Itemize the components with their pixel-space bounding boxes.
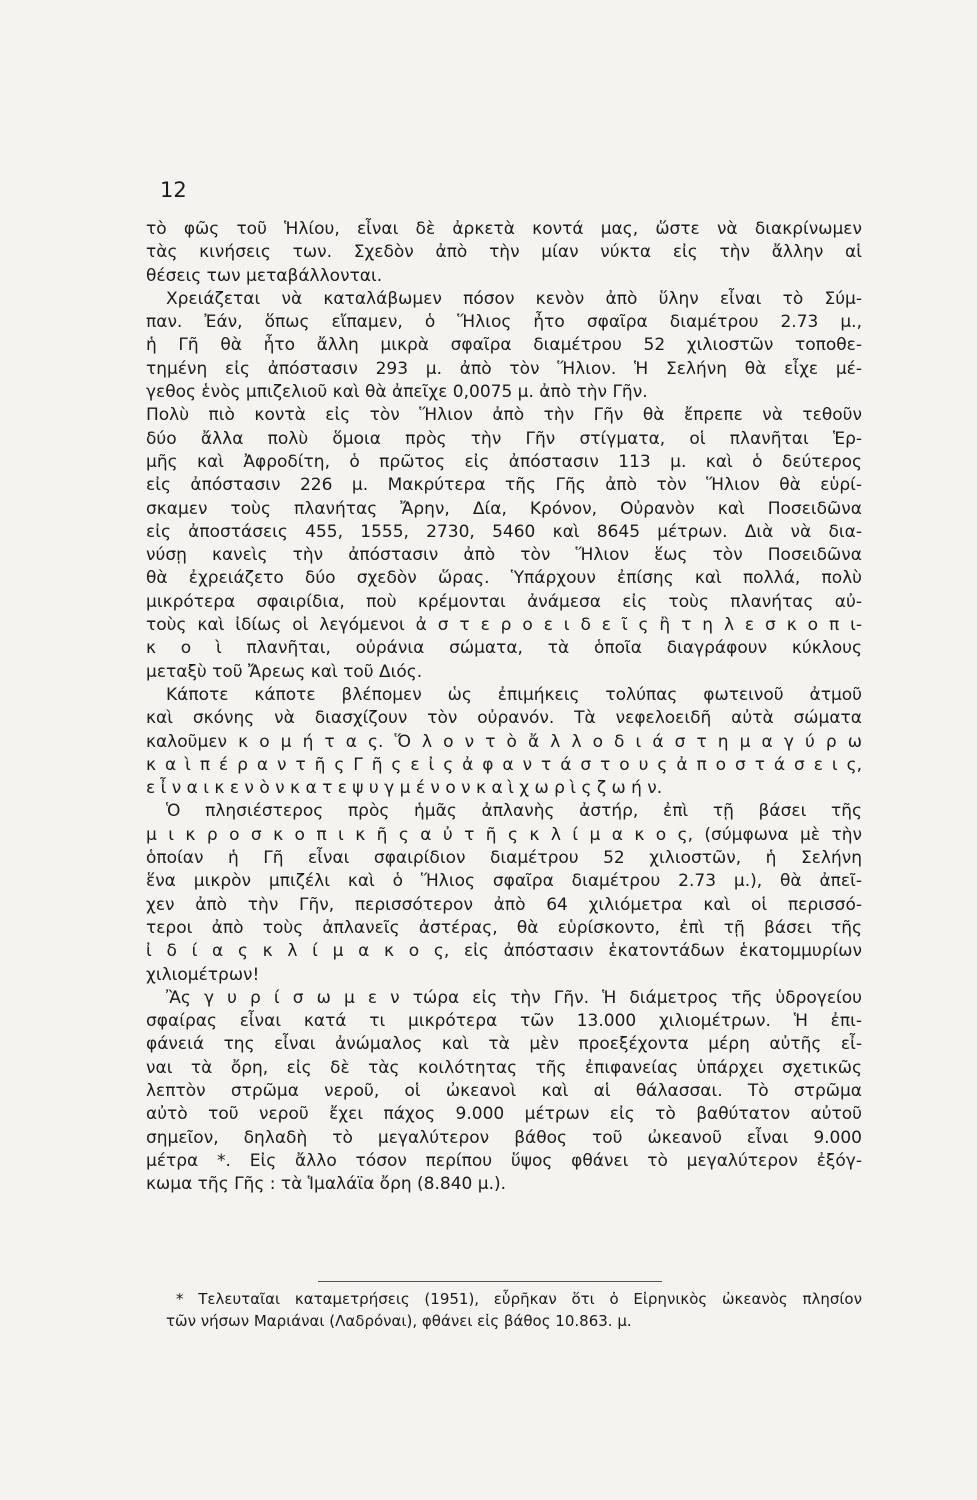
footnote-divider [318, 1281, 662, 1282]
text-line: χιλιομέτρων! [146, 964, 260, 985]
text-line: αὐτὸ τοῦ νεροῦ ἔχει πάχος 9.000 μέτρων εἰς τὸ βαθύτατον αὐτοῦ [146, 1104, 862, 1125]
text-line: τὰς κινήσεις των. Σχεδὸν ἀπὸ τὴν μίαν νύκτα εἰς τὴν ἄλλην αἱ [146, 242, 862, 263]
text-line: μικρότερα σφαιρίδια, ποὺ κρέμονται ἀνάμεσα εἰς τοὺς πλανήτας αὐ- [146, 591, 862, 612]
text-line: μεταξὺ τοῦ Ἄρεως καὶ τοῦ Διός. [146, 661, 423, 682]
text-line: φάνειά της εἶναι ἀνώμαλος καὶ τὰ μὲν προεξέχοντα μέρη αὐτῆς εἶ- [146, 1034, 862, 1055]
text-line: ναι τὰ ὄρη, εἰς δὲ τὰς κοιλότητας τῆς ἐπιφανείας ὑπάρχει σχετικῶς [146, 1057, 862, 1078]
text-line: θέσεις των μεταβάλλονται. [146, 265, 383, 286]
text-line: ε ἶ ν α ι κ ε ν ὸ ν κ α τ ε ψ υ γ μ έ ν ο ν κ α ὶ χ ω ρ ὶ ς ζ ω ή ν. [146, 778, 663, 799]
text-line: νύσῃ κανεὶς τὴν ἀπόστασιν ἀπὸ τὸν Ἥλιον ἕως τὸν Ποσειδῶνα [146, 545, 862, 566]
text-line: παν. Ἐάν, ὅπως εἴπαμεν, ὁ Ἥλιος ἦτο σφαῖρα διαμέτρου 2.73 μ., [146, 312, 862, 333]
text-line: τὸ φῶς τοῦ Ἡλίου, εἶναι δὲ ἀρκετὰ κοντά μας, ὥστε νὰ διακρίνωμεν [146, 219, 862, 239]
text-line: ἰ δ ί α ς κ λ ί μ α κ ο ς, εἰς ἀπόστασιν ἑκατοντάδων ἑκατομμυρίων [146, 941, 862, 962]
text-line: Κάποτε κάποτε βλέπομεν ὡς ἐπιμήκεις τολύπας φωτεινοῦ ἀτμοῦ [166, 684, 862, 705]
text-line: μῆς καὶ Ἀφροδίτη, ὁ πρῶτος εἰς ἀπόστασιν 113 μ. καὶ ὁ δεύτερος [146, 451, 862, 472]
text-line: δύο ἄλλα πολὺ ὅμοια πρὸς τὴν Γῆν στίγματα, οἱ πλανῆται Ἑρ- [146, 428, 862, 449]
text-line: σκαμεν τοὺς πλανήτας Ἄρην, Δία, Κρόνον, Οὐρανὸν καὶ Ποσειδῶνα [146, 498, 862, 519]
text-line: κ α ὶ π έ ρ α ν τ ῆ ς Γ ῆ ς ε ἰ ς ἀ φ α ν τ ά σ τ ο υ ς ἀ π ο σ τ ά σ ε ι ς, [146, 754, 862, 775]
text-line: Πολὺ πιὸ κοντὰ εἰς τὸν Ἥλιον ἀπὸ τὴν Γῆν θὰ ἔπρεπε νὰ τεθοῦν [146, 405, 862, 426]
text-line: σφαίρας εἶναι κατά τι μικρότερα τῶν 13.000 χιλιομέτρων. Ἡ ἐπι- [146, 1011, 862, 1032]
text-line: εἰς ἀπόστασιν 226 μ. Μακρύτερα τῆς Γῆς ἀπὸ τὸν Ἥλιον θὰ εὑρί- [146, 475, 862, 496]
text-line: Χρειάζεται νὰ καταλάβωμεν πόσον κενὸν ἀπὸ ὕλην εἶναι τὸ Σύμ- [166, 288, 862, 309]
footnote [166, 1288, 862, 1332]
text-line: τημένη εἰς ἀπόστασιν 293 μ. ἀπὸ τὸν Ἥλιον. Ἡ Σελήνη θὰ εἶχε μέ- [146, 358, 862, 379]
text-line: ὁποίαν ἡ Γῆ εἶναι σφαιρίδιον διαμέτρου 52 χιλιοστῶν, ἡ Σελήνη [146, 848, 862, 869]
footnote-line: * Τελευταῖαι καταμετρήσεις (1951), εὗρῆκαν ὅτι ὁ Εἰρηνικὸς ὠκεανὸς πλησίον [176, 1290, 862, 1308]
body-text [146, 218, 862, 1196]
text-line: καλοῦμεν κ ο μ ή τ α ς. Ὅ λ ο ν τ ὸ ἄ λ λ ο δ ι ά σ τ η μ α γ ύ ρ ω [146, 731, 862, 752]
footnote-line: τῶν νήσων Μαριάναι (Λαδρόναι), φθάνει εἰς βάθος 10.863. μ. [166, 1312, 632, 1330]
text-line: σημεῖον, δηλαδὴ τὸ μεγαλύτερον βάθος τοῦ ὠκεανοῦ εἶναι 9.000 [146, 1127, 862, 1148]
text-line: λεπτὸν στρῶμα νεροῦ, οἱ ὠκεανοὶ καὶ αἱ θάλασσαι. Τὸ στρῶμα [146, 1080, 862, 1101]
text-line: γεθος ἑνὸς μπιζελιοῦ καὶ θὰ ἀπεῖχε 0,0075 μ. ἀπὸ τὴν Γῆν. [146, 382, 648, 403]
text-line: κωμα τῆς Γῆς : τὰ Ἱμαλάϊα ὄρη (8.840 μ.). [146, 1174, 507, 1195]
text-line: Ἂς γ υ ρ ί σ ω μ ε ν τώρα εἰς τὴν Γῆν. Ἡ διάμετρος τῆς ὑδρογείου [166, 987, 862, 1008]
text-line: τεροι ἀπὸ τοὺς ἀπλανεῖς ἀστέρας, θὰ εὑρίσκοντο, ἐπὶ τῇ βάσει τῆς [146, 917, 862, 938]
text-line: τοὺς καὶ ἰδίως οἱ λεγόμενοι ἀ σ τ ε ρ ο ε ι δ ε ῖ ς ἢ τ η λ ε σ κ ο π ι- [146, 615, 862, 636]
text-line: καὶ σκόνης νὰ διασχίζουν τὸν οὐρανόν. Τὰ νεφελοειδῆ αὐτὰ σώματα [146, 708, 862, 729]
page-number: 12 [160, 178, 187, 202]
text-line: Ὁ πλησιέστερος πρὸς ἡμᾶς ἀπλανὴς ἀστήρ, ἐπὶ τῇ βάσει τῆς [166, 801, 862, 822]
text-line: μ ι κ ρ ο σ κ ο π ι κ ῆ ς α ὐ τ ῆ ς κ λ ί μ α κ ο ς, (σύμφωνα μὲ τὴν [146, 824, 862, 845]
text-line: κ ο ὶ πλανῆται, οὐράνια σώματα, τὰ ὁποῖα διαγράφουν κύκλους [146, 638, 862, 659]
text-line: θὰ ἐχρειάζετο δύο σχεδὸν ὥρας. Ὑπάρχουν ἐπίσης καὶ πολλά, πολὺ [146, 568, 862, 589]
text-line: ἕνα μικρὸν μπιζέλι καὶ ὁ Ἥλιος σφαῖρα διαμέτρου 2.73 μ.), θὰ ἀπεῖ- [146, 871, 862, 892]
text-line: μέτρα *. Εἰς ἄλλο τόσον περίπου ὕψος φθάνει τὸ μεγαλύτερον ἐξόγ- [146, 1150, 862, 1171]
text-line: εἰς ἀποστάσεις 455, 1555, 2730, 5460 καὶ 8645 μέτρων. Διὰ νὰ δια- [146, 521, 862, 542]
text-line: χεν ἀπὸ τὴν Γῆν, περισσότερον ἀπὸ 64 χιλιόμετρα καὶ οἱ περισσό- [146, 894, 862, 915]
text-line: ἡ Γῆ θὰ ἦτο ἄλλη μικρὰ σφαῖρα διαμέτρου 52 χιλιοστῶν τοποθε- [146, 335, 862, 356]
